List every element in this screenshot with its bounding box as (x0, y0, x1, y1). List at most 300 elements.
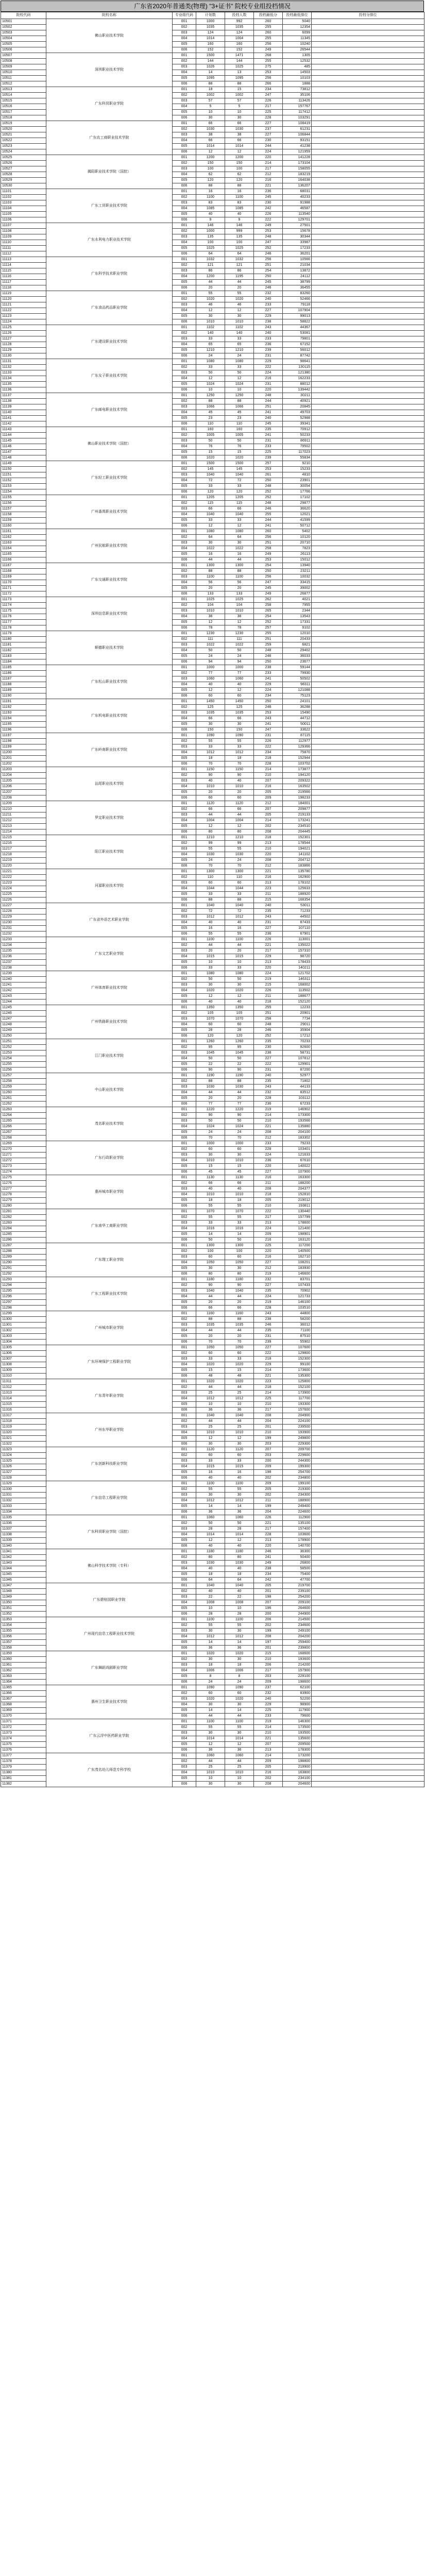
group-code-cell: 006 (173, 1782, 196, 1787)
note-cell (312, 478, 424, 484)
school-code-cell: 11371 (1, 1719, 46, 1725)
plan-count-cell: 44 (196, 812, 225, 818)
school-code-cell: 11286 (1, 1238, 46, 1243)
plan-count-cell: 1010 (196, 1770, 225, 1776)
plan-count-cell: 24 (196, 353, 225, 359)
group-code-cell: 002 (173, 1215, 196, 1221)
note-cell (312, 603, 424, 608)
admitted-count-cell: 62 (225, 172, 254, 178)
admitted-count-cell: 1150 (225, 767, 254, 773)
admitted-count-cell: 99 (225, 841, 254, 846)
min-score-cell: 213 (254, 1538, 283, 1544)
school-name-cell: 顺德职业技术学院 (46, 631, 173, 665)
admitted-count-cell: 1102 (225, 325, 254, 331)
admitted-count-cell: 1040 (225, 512, 254, 518)
plan-count-cell: 1070 (196, 1016, 225, 1022)
admitted-count-cell: 30 (225, 1782, 254, 1787)
admitted-count-cell: 1060 (225, 1753, 254, 1759)
min-rank-cell: 140211 (283, 965, 312, 971)
school-code-cell: 11207 (1, 790, 46, 795)
school-name-cell: 广州现代信息工程职业技术学院 (46, 1617, 173, 1651)
min-rank-cell: 249800 (283, 1436, 312, 1442)
admitted-count-cell: 1020 (225, 455, 254, 461)
min-rank-cell: 117200 (283, 1243, 312, 1249)
table-row (1, 461, 424, 467)
min-rank-cell: 50011 (283, 722, 312, 727)
min-rank-cell: 15233 (283, 467, 312, 472)
note-cell (312, 1748, 424, 1753)
plan-count-cell: 1010 (196, 1158, 225, 1164)
school-code-cell: 11182 (1, 648, 46, 654)
school-name-cell: 广东轻工职业技术学院 (46, 461, 173, 495)
plan-count-cell: 88 (196, 81, 225, 87)
school-code-cell: 10513 (1, 87, 46, 93)
school-code-cell: 11169 (1, 574, 46, 580)
table-row (1, 1141, 424, 1147)
min-score-cell: 224 (254, 1153, 283, 1158)
note-cell (312, 331, 424, 336)
note-cell (312, 637, 424, 642)
admitted-count-cell: 86 (225, 268, 254, 274)
min-score-cell: 250 (254, 274, 283, 280)
admitted-count-cell: 66 (225, 121, 254, 127)
min-rank-cell: 83260 (283, 291, 312, 297)
min-rank-cell: 61231 (283, 127, 312, 132)
min-rank-cell: 193300 (283, 1402, 312, 1408)
min-rank-cell: 163120 (283, 1238, 312, 1243)
plan-count-cell: 23 (196, 416, 225, 421)
min-rank-cell: 14503 (283, 70, 312, 76)
plan-count-cell: 1014 (196, 144, 225, 149)
min-score-cell: 235 (254, 427, 283, 433)
min-score-cell: 241 (254, 676, 283, 682)
min-rank-cell: 52977 (283, 1073, 312, 1079)
note-cell (312, 1459, 424, 1464)
group-code-cell: 002 (173, 807, 196, 812)
table-row (1, 1073, 424, 1079)
admitted-count-cell: 20 (225, 948, 254, 954)
min-rank-cell: 162710 (283, 1255, 312, 1260)
plan-count-cell: 77 (196, 671, 225, 676)
note-cell (312, 280, 424, 285)
min-rank-cell: 146311 (283, 977, 312, 982)
group-code-cell: 006 (173, 1612, 196, 1617)
group-code-cell: 005 (173, 382, 196, 387)
admitted-count-cell: 45 (225, 1170, 254, 1175)
plan-count-cell: 20 (196, 1300, 225, 1306)
school-code-cell: 11237 (1, 960, 46, 965)
plan-count-cell: 55 (196, 1487, 225, 1493)
school-code-cell: 11156 (1, 501, 46, 506)
plan-count-cell: 48 (196, 1374, 225, 1379)
group-code-cell: 002 (173, 1011, 196, 1016)
plan-count-cell: 55 (196, 1623, 225, 1629)
school-code-cell: 11202 (1, 761, 46, 767)
plan-count-cell: 30 (196, 722, 225, 727)
min-rank-cell: 103702 (283, 761, 312, 767)
plan-count-cell: 57 (196, 98, 225, 104)
admitted-count-cell: 66 (225, 138, 254, 144)
admitted-count-cell: 80 (225, 1555, 254, 1561)
min-rank-cell: 87510 (283, 1334, 312, 1340)
min-score-cell: 255 (254, 631, 283, 637)
min-score-cell: 205 (254, 1198, 283, 1204)
plan-count-cell: 66 (196, 138, 225, 144)
school-code-cell: 11204 (1, 773, 46, 778)
min-score-cell: 242 (254, 1578, 283, 1583)
admitted-count-cell: 1180 (225, 1277, 254, 1283)
min-rank-cell: 121702 (283, 971, 312, 977)
min-score-cell: 231 (254, 1334, 283, 1340)
min-score-cell: 260 (254, 529, 283, 535)
min-rank-cell: 79801 (283, 336, 312, 342)
min-score-cell: 233 (254, 444, 283, 450)
min-rank-cell: 108201 (283, 1260, 312, 1266)
school-code-cell: 11229 (1, 914, 46, 920)
admitted-count-cell: 1300 (225, 563, 254, 569)
admitted-count-cell: 16 (225, 189, 254, 195)
group-code-cell: 005 (173, 1096, 196, 1101)
note-cell (312, 1606, 424, 1612)
note-cell (312, 1153, 424, 1158)
admitted-count-cell: 24 (225, 1680, 254, 1685)
min-rank-cell: 157400 (283, 1527, 312, 1532)
plan-count-cell: 30 (196, 1266, 225, 1272)
plan-count-cell: 30 (196, 1731, 225, 1736)
plan-count-cell: 1040 (196, 903, 225, 909)
table-row (1, 1651, 424, 1657)
note-cell (312, 1719, 424, 1725)
group-code-cell: 002 (173, 229, 196, 234)
min-score-cell: 217 (254, 1408, 283, 1413)
group-code-cell: 001 (173, 87, 196, 93)
plan-count-cell: 1210 (196, 835, 225, 841)
group-code-cell: 004 (173, 1600, 196, 1606)
table-row (1, 1243, 424, 1249)
min-rank-cell: 26113 (283, 552, 312, 557)
school-code-cell: 11185 (1, 665, 46, 671)
plan-count-cell: 150 (196, 727, 225, 733)
note-cell (312, 1708, 424, 1714)
admitted-count-cell: 64 (225, 251, 254, 257)
school-name-cell: 广东机电职业技术学院 (46, 699, 173, 733)
school-code-cell: 11223 (1, 880, 46, 886)
plan-count-cell: 72 (196, 909, 225, 914)
group-code-cell: 002 (173, 195, 196, 200)
min-rank-cell: 163502 (283, 784, 312, 790)
min-rank-cell: 198800 (283, 1759, 312, 1765)
school-code-cell: 11171 (1, 586, 46, 591)
min-score-cell: 246 (254, 654, 283, 659)
admitted-count-cell: 1040 (225, 1289, 254, 1294)
admitted-count-cell: 1060 (225, 676, 254, 682)
admitted-count-cell: 10 (225, 1606, 254, 1612)
min-score-cell: 240 (254, 331, 283, 336)
school-code-cell: 11157 (1, 506, 46, 512)
min-score-cell: 227 (254, 308, 283, 314)
school-name-cell: 广州铁路职业技术学院 (46, 1005, 173, 1039)
group-code-cell: 005 (173, 484, 196, 489)
admitted-count-cell: 95 (225, 1045, 254, 1050)
plan-count-cell: 65 (196, 342, 225, 348)
group-code-cell: 001 (173, 1651, 196, 1657)
plan-count-cell: 16 (196, 552, 225, 557)
min-rank-cell: 41599 (283, 518, 312, 523)
min-score-cell: 212 (254, 863, 283, 869)
school-code-cell: 11377 (1, 1753, 46, 1759)
min-rank-cell: 229100 (283, 1674, 312, 1680)
plan-count-cell: 144 (196, 59, 225, 64)
admitted-count-cell: 133 (225, 591, 254, 597)
plan-count-cell: 140 (196, 331, 225, 336)
school-code-cell: 11285 (1, 1232, 46, 1238)
note-cell (312, 569, 424, 574)
note-cell (312, 523, 424, 529)
note-cell (312, 1697, 424, 1702)
plan-count-cell: 1150 (196, 767, 225, 773)
min-score-cell: 246 (254, 1549, 283, 1555)
min-score-cell: 236 (254, 342, 283, 348)
school-code-cell: 10502 (1, 25, 46, 30)
admitted-count-cell: 1035 (225, 1323, 254, 1328)
min-rank-cell: 135100 (283, 1521, 312, 1527)
admitted-count-cell: 36 (225, 614, 254, 620)
note-cell (312, 1181, 424, 1187)
plan-count-cell: 88 (196, 569, 225, 574)
group-code-cell: 004 (173, 1396, 196, 1402)
school-code-cell: 10511 (1, 76, 46, 81)
plan-count-cell: 50 (196, 648, 225, 654)
min-score-cell: 235 (254, 1039, 283, 1045)
group-code-cell: 006 (173, 693, 196, 699)
admitted-count-cell: 12 (225, 824, 254, 829)
school-code-cell: 11253 (1, 1050, 46, 1056)
plan-count-cell: 88 (196, 897, 225, 903)
min-score-cell: 255 (254, 59, 283, 64)
group-code-cell: 004 (173, 172, 196, 178)
school-code-cell: 11118 (1, 285, 46, 291)
min-score-cell: 209 (254, 1680, 283, 1685)
min-score-cell: 248 (254, 393, 283, 399)
min-score-cell: 220 (254, 387, 283, 393)
admitted-count-cell: 30 (225, 1629, 254, 1634)
note-cell (312, 1725, 424, 1731)
admitted-count-cell: 160 (225, 42, 254, 47)
note-cell (312, 1345, 424, 1351)
admitted-count-cell: 33 (225, 1357, 254, 1362)
min-score-cell: 198 (254, 1470, 283, 1476)
min-score-cell: 214 (254, 161, 283, 166)
note-cell (312, 1646, 424, 1651)
page-title: 广东省2020年普通类(物理) "3+证书" 院校专业组投档情况 (1, 1, 424, 12)
min-score-cell: 210 (254, 1402, 283, 1408)
note-cell (312, 314, 424, 319)
school-code-cell: 11346 (1, 1578, 46, 1583)
school-code-cell: 11334 (1, 1510, 46, 1515)
min-rank-cell: 219566 (283, 790, 312, 795)
min-rank-cell: 67610 (283, 1158, 312, 1164)
admitted-count-cell: 1006 (225, 1668, 254, 1674)
min-score-cell: 200 (254, 1459, 283, 1464)
note-cell (312, 166, 424, 172)
min-score-cell: 249 (254, 223, 283, 229)
group-code-cell: 005 (173, 76, 196, 81)
plan-count-cell: 1012 (196, 914, 225, 920)
min-rank-cell: 121380 (283, 370, 312, 376)
school-name-cell: 中山职业技术学院 (46, 1073, 173, 1107)
note-cell (312, 427, 424, 433)
group-code-cell: 003 (173, 1425, 196, 1430)
min-score-cell: 221 (254, 869, 283, 875)
admitted-count-cell: 60 (225, 1453, 254, 1459)
note-cell (312, 1306, 424, 1311)
group-code-cell: 004 (173, 1260, 196, 1266)
school-name-cell: 广东交通职业技术学院 (46, 563, 173, 597)
admitted-count-cell: 8 (225, 1674, 254, 1680)
min-rank-cell: 229300 (283, 1442, 312, 1447)
admitted-count-cell: 1010 (225, 1770, 254, 1776)
plan-count-cell: 16 (196, 189, 225, 195)
note-cell (312, 495, 424, 501)
group-code-cell: 005 (173, 348, 196, 353)
note-cell (312, 994, 424, 999)
min-rank-cell: 173900 (283, 1391, 312, 1396)
min-rank-cell: 67152 (283, 342, 312, 348)
plan-count-cell: 1220 (196, 1107, 225, 1113)
school-code-cell: 11343 (1, 1561, 46, 1566)
school-name-cell: 惠州卫生职业技术学院 (46, 1685, 173, 1719)
min-score-cell: 222 (254, 365, 283, 370)
note-cell (312, 98, 424, 104)
admitted-count-cell: 124 (225, 30, 254, 36)
school-code-cell: 11262 (1, 1101, 46, 1107)
admitted-count-cell: 44 (225, 1090, 254, 1096)
school-name-cell: 广东南华工商职业学院 (46, 1209, 173, 1243)
admitted-count-cell: 12 (225, 1436, 254, 1442)
min-rank-cell: 27501 (283, 223, 312, 229)
min-rank-cell: 10103 (283, 76, 312, 81)
plan-count-cell: 30 (196, 1442, 225, 1447)
plan-count-cell: 60 (196, 795, 225, 801)
school-code-cell: 10530 (1, 183, 46, 189)
note-cell (312, 336, 424, 342)
plan-count-cell: 20 (196, 1334, 225, 1340)
min-score-cell: 241 (254, 523, 283, 529)
header-cell: 投档人数 (225, 12, 254, 19)
group-code-cell: 003 (173, 1391, 196, 1396)
admitted-count-cell: 60 (225, 880, 254, 886)
note-cell (312, 750, 424, 756)
admitted-count-cell: 70 (225, 1340, 254, 1345)
plan-count-cell: 12 (196, 1742, 225, 1748)
admitted-count-cell: 18 (225, 1663, 254, 1668)
group-code-cell: 002 (173, 1249, 196, 1255)
min-rank-cell: 50233 (283, 433, 312, 438)
plan-count-cell: 1500 (196, 53, 225, 59)
group-code-cell: 003 (173, 914, 196, 920)
min-score-cell: 229 (254, 1702, 283, 1708)
group-code-cell: 006 (173, 489, 196, 495)
note-cell (312, 195, 424, 200)
plan-count-cell: 1000 (196, 19, 225, 25)
plan-count-cell: 22 (196, 1595, 225, 1600)
school-code-cell: 10516 (1, 104, 46, 110)
table-row (1, 1039, 424, 1045)
min-score-cell: 222 (254, 217, 283, 223)
min-score-cell: 246 (254, 506, 283, 512)
min-score-cell: 210 (254, 773, 283, 778)
plan-count-cell: 1010 (196, 1192, 225, 1198)
table-row (1, 1549, 424, 1555)
note-cell (312, 1255, 424, 1260)
min-score-cell: 240 (254, 1073, 283, 1079)
admitted-count-cell: 36 (225, 1748, 254, 1753)
min-score-cell: 239 (254, 455, 283, 461)
admitted-count-cell: 55 (225, 846, 254, 852)
plan-count-cell: 1100 (196, 1481, 225, 1487)
min-score-cell: 202 (254, 1623, 283, 1629)
school-code-cell: 11224 (1, 886, 46, 892)
admitted-count-cell: 1020 (225, 1362, 254, 1368)
min-rank-cell: 13543 (283, 614, 312, 620)
plan-count-cell: 124 (196, 30, 225, 36)
note-cell (312, 53, 424, 59)
note-cell (312, 59, 424, 64)
group-code-cell: 005 (173, 586, 196, 591)
school-code-cell: 11366 (1, 1691, 46, 1697)
min-rank-cell: 98900 (283, 1702, 312, 1708)
min-rank-cell: 9102 (283, 625, 312, 631)
min-score-cell: 256 (254, 535, 283, 540)
admitted-count-cell: 70 (225, 761, 254, 767)
plan-count-cell: 1070 (196, 1209, 225, 1215)
note-cell (312, 1396, 424, 1402)
school-code-cell: 10527 (1, 166, 46, 172)
group-code-cell: 003 (173, 778, 196, 784)
min-score-cell: 246 (254, 1323, 283, 1328)
min-score-cell: 244 (254, 518, 283, 523)
plan-count-cell: 33 (196, 1221, 225, 1226)
school-code-cell: 11280 (1, 1204, 46, 1209)
admitted-count-cell: 50 (225, 1238, 254, 1243)
group-code-cell: 003 (173, 336, 196, 342)
group-code-cell: 001 (173, 223, 196, 229)
school-code-cell: 11296 (1, 1294, 46, 1300)
group-code-cell: 004 (173, 376, 196, 382)
admitted-count-cell: 33 (225, 1459, 254, 1464)
school-code-cell: 11240 (1, 977, 46, 982)
admitted-count-cell: 90 (225, 1283, 254, 1289)
table-row (1, 1583, 424, 1589)
admitted-count-cell: 44 (225, 557, 254, 563)
min-rank-cell: 39002 (283, 586, 312, 591)
admitted-count-cell: 40 (225, 1187, 254, 1192)
table-row (1, 257, 424, 263)
school-code-cell: 10512 (1, 81, 46, 87)
min-rank-cell: 33415 (283, 580, 312, 586)
min-rank-cell: 183302 (283, 1136, 312, 1141)
school-code-cell: 11267 (1, 1130, 46, 1136)
plan-count-cell: 12 (196, 824, 225, 829)
note-cell (312, 535, 424, 540)
plan-count-cell: 1035 (196, 25, 225, 30)
min-rank-cell: 239100 (283, 1589, 312, 1595)
table-body (1, 19, 424, 1787)
plan-count-cell: 14 (196, 1640, 225, 1646)
min-score-cell: 207 (254, 1600, 283, 1606)
group-code-cell: 001 (173, 835, 196, 841)
min-rank-cell: 13872 (283, 268, 312, 274)
